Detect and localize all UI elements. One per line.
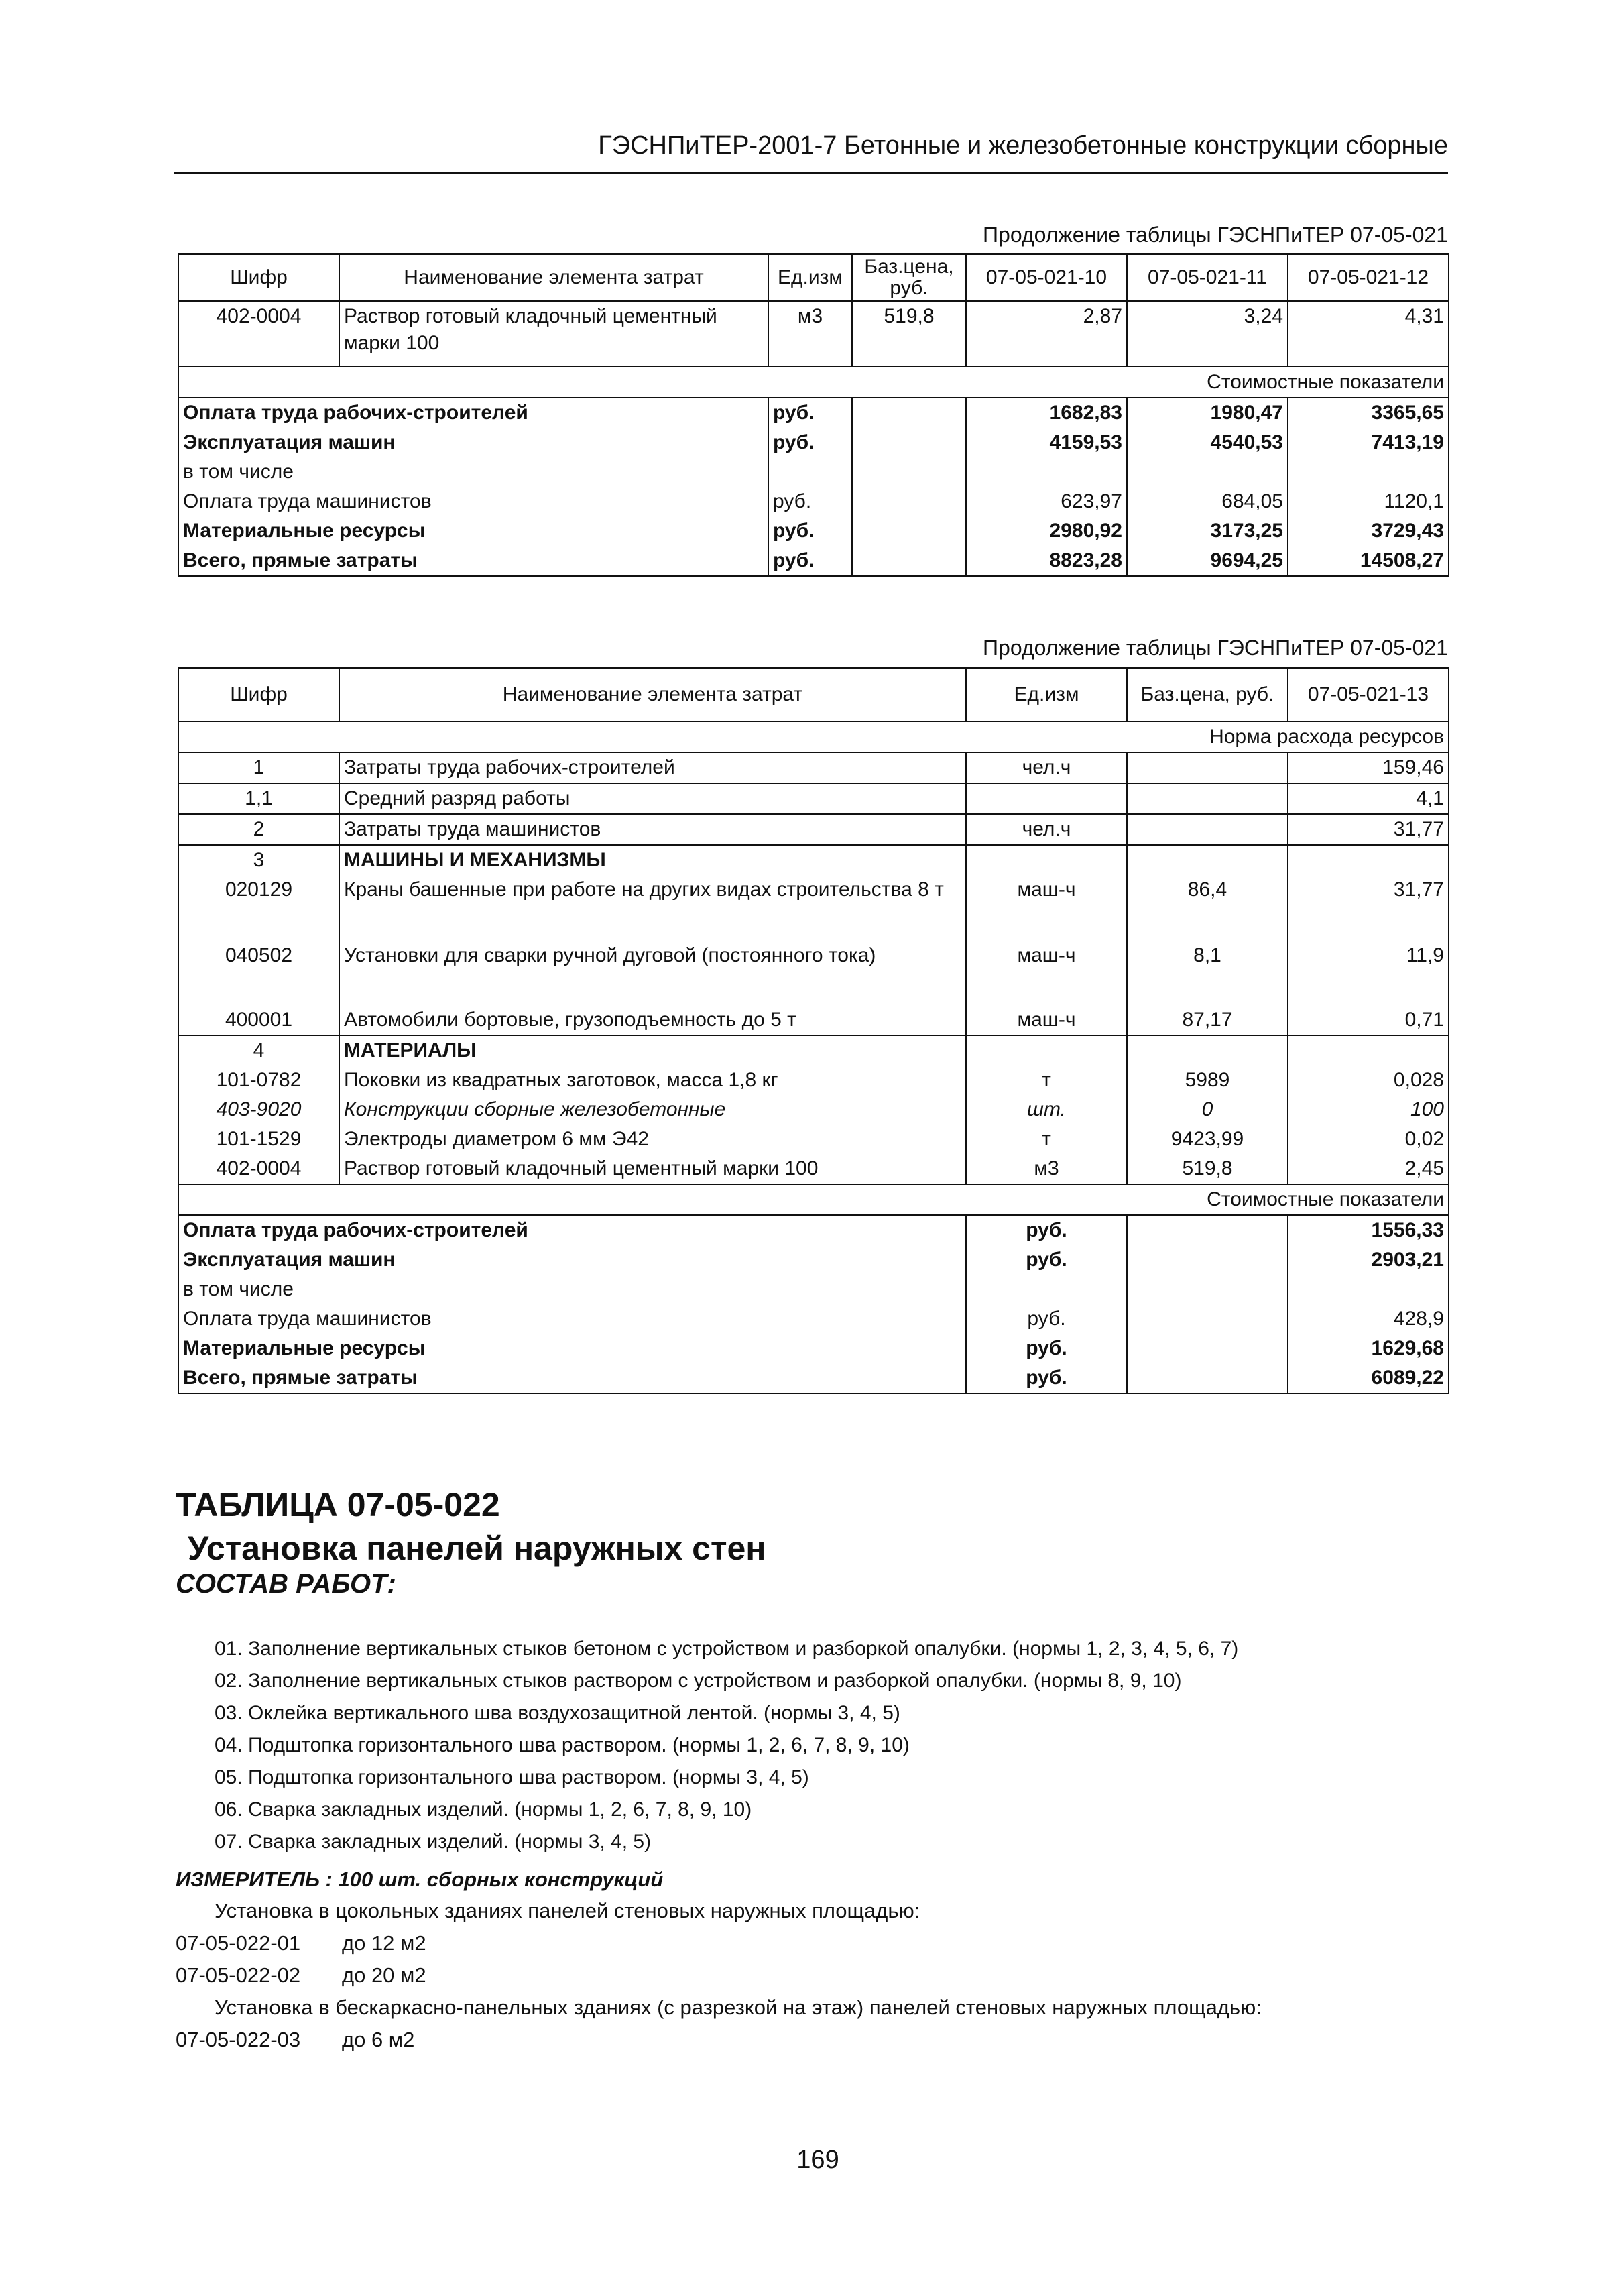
table1-row-name: Раствор готовый кладочный цементный марки 100 xyxy=(339,301,768,367)
cost-v2: 4540,53 xyxy=(1127,428,1288,457)
row-unit: т xyxy=(966,1125,1127,1154)
row-unit: маш-ч xyxy=(966,941,1127,1005)
row-name: Поковки из квадратных заготовок, масса 1,8 кг xyxy=(339,1066,966,1095)
row-unit: чел.ч xyxy=(966,752,1127,783)
cost-value: 2903,21 xyxy=(1288,1245,1449,1275)
table2-section-label: Стоимостные показатели xyxy=(178,1184,1449,1215)
row-unit: маш-ч xyxy=(966,875,1127,941)
row-value: 11,9 xyxy=(1288,941,1449,1005)
table1-header-code: Шифр xyxy=(178,254,339,301)
row-unit xyxy=(966,783,1127,814)
table-row xyxy=(178,845,1449,875)
row-name: Электроды диаметром 6 мм Э42 xyxy=(339,1125,966,1154)
row-value: 0,71 xyxy=(1288,1005,1449,1035)
cost-name: Материальные ресурсы xyxy=(178,1334,966,1363)
table-row xyxy=(178,752,1449,783)
cost-name: Эксплуатация машин xyxy=(178,428,768,457)
table1-row-price: 519,8 xyxy=(852,301,966,367)
table-row xyxy=(178,1154,1449,1184)
cost-v2: 3173,25 xyxy=(1127,516,1288,546)
intro-text: Установка в бескаркасно-панельных зданиях (с разрезкой на этаж) панелей стеновых наружных площадью: xyxy=(215,1996,1262,2019)
section-subtitle: Установка панелей наружных стен xyxy=(188,1530,766,1567)
row-price: 0 xyxy=(1127,1095,1288,1125)
cost-v1: 1682,83 xyxy=(966,398,1127,428)
row-name: МАТЕРИАЛЫ xyxy=(339,1035,966,1066)
table1-row-unit: м3 xyxy=(768,301,852,367)
table1-row-v3: 4,31 xyxy=(1288,301,1449,367)
row-unit: т xyxy=(966,1066,1127,1095)
cost-name: Эксплуатация машин xyxy=(178,1245,966,1275)
row-unit: шт. xyxy=(966,1095,1127,1125)
table2-header-unit: Ед.изм xyxy=(966,668,1127,722)
cost-v3: 3365,65 xyxy=(1288,398,1449,428)
cost-unit: руб. xyxy=(768,398,852,428)
row-code: 101-1529 xyxy=(178,1125,339,1154)
cost-name: Оплата труда рабочих-строителей xyxy=(178,1215,966,1245)
row-value: 4,1 xyxy=(1288,783,1449,814)
table2-header-price: Баз.цена, руб. xyxy=(1127,668,1288,722)
table-row xyxy=(178,1095,1449,1125)
row-code: 400001 xyxy=(178,1005,339,1035)
cost-unit: руб. xyxy=(768,428,852,457)
cost-value: 1629,68 xyxy=(1288,1334,1449,1363)
work-item: 07. Сварка закладных изделий. (нормы 3, 4, 5) xyxy=(215,1831,652,1853)
work-item: 01. Заполнение вертикальных стыков бетоном с устройством и разборкой опалубки. (нормы 1, 2, 3, 4, 5, 6, 7) xyxy=(215,1638,1239,1660)
row-price xyxy=(1127,814,1288,845)
row-name: Затраты труда рабочих-строителей xyxy=(339,752,966,783)
row-price xyxy=(1127,783,1288,814)
item-text: до 6 м2 xyxy=(342,2028,415,2051)
table2-section-label: Норма расхода ресурсов xyxy=(178,722,1449,752)
cost-name: Всего, прямые затраты xyxy=(178,1363,966,1393)
table1-header-col2: 07-05-021-11 xyxy=(1127,254,1288,301)
row-code: 403-9020 xyxy=(178,1095,339,1125)
row-price: 87,17 xyxy=(1127,1005,1288,1035)
cost-name: Материальные ресурсы xyxy=(178,516,768,546)
work-item: 05. Подштопка горизонтального шва раствором. (нормы 3, 4, 5) xyxy=(215,1766,809,1788)
item-text: до 12 м2 xyxy=(342,1931,426,1955)
table1-header-unit: Ед.изм xyxy=(768,254,852,301)
row-value: 0,028 xyxy=(1288,1066,1449,1095)
row-name: Средний разряд работы xyxy=(339,783,966,814)
work-item: 06. Сварка закладных изделий. (нормы 1, 2, 6, 7, 8, 9, 10) xyxy=(215,1798,752,1821)
work-item: 02. Заполнение вертикальных стыков раствором с устройством и разборкой опалубки. (нормы 8, 9, 10) xyxy=(215,1670,1182,1692)
row-price: 5989 xyxy=(1127,1066,1288,1095)
table-row xyxy=(178,457,1449,487)
cost-unit: руб. xyxy=(966,1334,1127,1363)
table1-header-name: Наименование элемента затрат xyxy=(339,254,768,301)
cost-unit: руб. xyxy=(768,487,852,516)
cost-v1: 8823,28 xyxy=(966,546,1127,576)
table-row xyxy=(178,546,1449,576)
cost-name: в том числе xyxy=(178,457,768,487)
cost-value: 1556,33 xyxy=(1288,1215,1449,1245)
table-title: ТАБЛИЦА 07-05-022 xyxy=(176,1486,500,1524)
cost-unit: руб. xyxy=(966,1304,1127,1334)
composition-title: СОСТАВ РАБОТ: xyxy=(176,1569,396,1599)
table-row xyxy=(178,1125,1449,1154)
table-row xyxy=(178,1035,1449,1066)
cost-v2: 684,05 xyxy=(1127,487,1288,516)
cost-unit: руб. xyxy=(966,1245,1127,1275)
work-item: 03. Оклейка вертикального шва воздухозащитной лентой. (нормы 3, 4, 5) xyxy=(215,1702,900,1724)
row-name: Раствор готовый кладочный цементный марки 100 xyxy=(339,1154,966,1184)
table-row xyxy=(178,1334,1449,1363)
table-row xyxy=(178,516,1449,546)
table1-continuation: Продолжение таблицы ГЭСНПиТЕР 07-05-021 xyxy=(983,223,1448,247)
row-name: Краны башенные при работе на других видах строительства 8 т xyxy=(339,875,966,941)
table1-section-label: Стоимостные показатели xyxy=(178,367,1449,398)
cost-value: 428,9 xyxy=(1288,1304,1449,1334)
cost-name: Оплата труда машинистов xyxy=(178,487,768,516)
row-name: Автомобили бортовые, грузоподъемность до 5 т xyxy=(339,1005,966,1035)
table1 xyxy=(178,253,1449,577)
table-row xyxy=(178,1363,1449,1393)
row-price: 86,4 xyxy=(1127,875,1288,941)
row-value: 31,77 xyxy=(1288,875,1449,941)
table1-header-col3: 07-05-021-12 xyxy=(1288,254,1449,301)
row-code: 4 xyxy=(178,1035,339,1066)
cost-v3: 7413,19 xyxy=(1288,428,1449,457)
row-code: 020129 xyxy=(178,875,339,941)
table-row xyxy=(178,875,1449,941)
cost-name: Всего, прямые затраты xyxy=(178,546,768,576)
table1-header-row xyxy=(178,254,1449,301)
row-unit: маш-ч xyxy=(966,1005,1127,1035)
cost-v3: 14508,27 xyxy=(1288,546,1449,576)
page-header: ГЭСНПиТЕР-2001-7 Бетонные и железобетонные конструкции сборные xyxy=(598,131,1448,160)
row-price: 8,1 xyxy=(1127,941,1288,1005)
table-row xyxy=(178,1215,1449,1245)
header-rule xyxy=(174,172,1448,174)
table-row xyxy=(178,1275,1449,1304)
table2-section-row xyxy=(178,1184,1449,1215)
table1-header-col1: 07-05-021-10 xyxy=(966,254,1127,301)
table-row xyxy=(178,783,1449,814)
page-number: 169 xyxy=(796,2146,839,2174)
row-value: 0,02 xyxy=(1288,1125,1449,1154)
cost-name: в том числе xyxy=(178,1275,966,1304)
row-price: 9423,99 xyxy=(1127,1125,1288,1154)
row-code: 040502 xyxy=(178,941,339,1005)
cost-name: Оплата труда машинистов xyxy=(178,1304,966,1334)
cost-unit: руб. xyxy=(768,516,852,546)
cost-v1: 4159,53 xyxy=(966,428,1127,457)
work-item: 04. Подштопка горизонтального шва раствором. (нормы 1, 2, 6, 7, 8, 9, 10) xyxy=(215,1734,910,1756)
cost-v3: 3729,43 xyxy=(1288,516,1449,546)
row-code: 2 xyxy=(178,814,339,845)
cost-name: Оплата труда рабочих-строителей xyxy=(178,398,768,428)
table-row xyxy=(178,941,1449,1005)
table1-row-code: 402-0004 xyxy=(178,301,339,367)
table-row xyxy=(178,428,1449,457)
table-row xyxy=(178,1245,1449,1275)
row-code: 1,1 xyxy=(178,783,339,814)
table2-header-code: Шифр xyxy=(178,668,339,722)
row-code: 101-0782 xyxy=(178,1066,339,1095)
table2-header-name: Наименование элемента затрат xyxy=(339,668,966,722)
cost-unit: руб. xyxy=(966,1363,1127,1393)
table1-row xyxy=(178,301,1449,367)
row-value: 100 xyxy=(1288,1095,1449,1125)
measure-unit: ИЗМЕРИТЕЛЬ : 100 шт. сборных конструкций xyxy=(176,1868,664,1891)
table1-section-row xyxy=(178,367,1449,398)
cost-v1: 623,97 xyxy=(966,487,1127,516)
row-price: 519,8 xyxy=(1127,1154,1288,1184)
cost-unit: руб. xyxy=(768,546,852,576)
row-code: 1 xyxy=(178,752,339,783)
table1-header-price: Баз.цена, руб. xyxy=(852,254,966,301)
item-text: до 20 м2 xyxy=(342,1963,426,1987)
row-value: 2,45 xyxy=(1288,1154,1449,1184)
item-code: 07-05-022-03 xyxy=(176,2028,301,2051)
table2-header-col1: 07-05-021-13 xyxy=(1288,668,1449,722)
table-row xyxy=(178,1304,1449,1334)
row-name: Установки для сварки ручной дуговой (постоянного тока) xyxy=(339,941,966,1005)
row-code: 402-0004 xyxy=(178,1154,339,1184)
cost-v3: 1120,1 xyxy=(1288,487,1449,516)
table1-row-v2: 3,24 xyxy=(1127,301,1288,367)
row-price xyxy=(1127,752,1288,783)
table-row xyxy=(178,814,1449,845)
row-value: 31,77 xyxy=(1288,814,1449,845)
table2-section-row xyxy=(178,722,1449,752)
item-code: 07-05-022-02 xyxy=(176,1963,301,1987)
table-row xyxy=(178,1005,1449,1035)
intro-text: Установка в цокольных зданиях панелей стеновых наружных площадью: xyxy=(215,1899,920,1922)
table2-continuation: Продолжение таблицы ГЭСНПиТЕР 07-05-021 xyxy=(983,636,1448,660)
table-row xyxy=(178,1066,1449,1095)
table2 xyxy=(178,667,1449,1394)
row-name: Затраты труда машинистов xyxy=(339,814,966,845)
cost-unit: руб. xyxy=(966,1215,1127,1245)
table-row xyxy=(178,487,1449,516)
row-code: 3 xyxy=(178,845,339,875)
cost-v2: 1980,47 xyxy=(1127,398,1288,428)
row-unit: чел.ч xyxy=(966,814,1127,845)
row-name: МАШИНЫ И МЕХАНИЗМЫ xyxy=(339,845,966,875)
item-code: 07-05-022-01 xyxy=(176,1931,301,1955)
table-row xyxy=(178,398,1449,428)
table2-header-row xyxy=(178,668,1449,722)
row-unit: м3 xyxy=(966,1154,1127,1184)
cost-v2: 9694,25 xyxy=(1127,546,1288,576)
row-name: Конструкции сборные железобетонные xyxy=(339,1095,966,1125)
table1-row-v1: 2,87 xyxy=(966,301,1127,367)
row-value: 159,46 xyxy=(1288,752,1449,783)
cost-v1: 2980,92 xyxy=(966,516,1127,546)
cost-value: 6089,22 xyxy=(1288,1363,1449,1393)
